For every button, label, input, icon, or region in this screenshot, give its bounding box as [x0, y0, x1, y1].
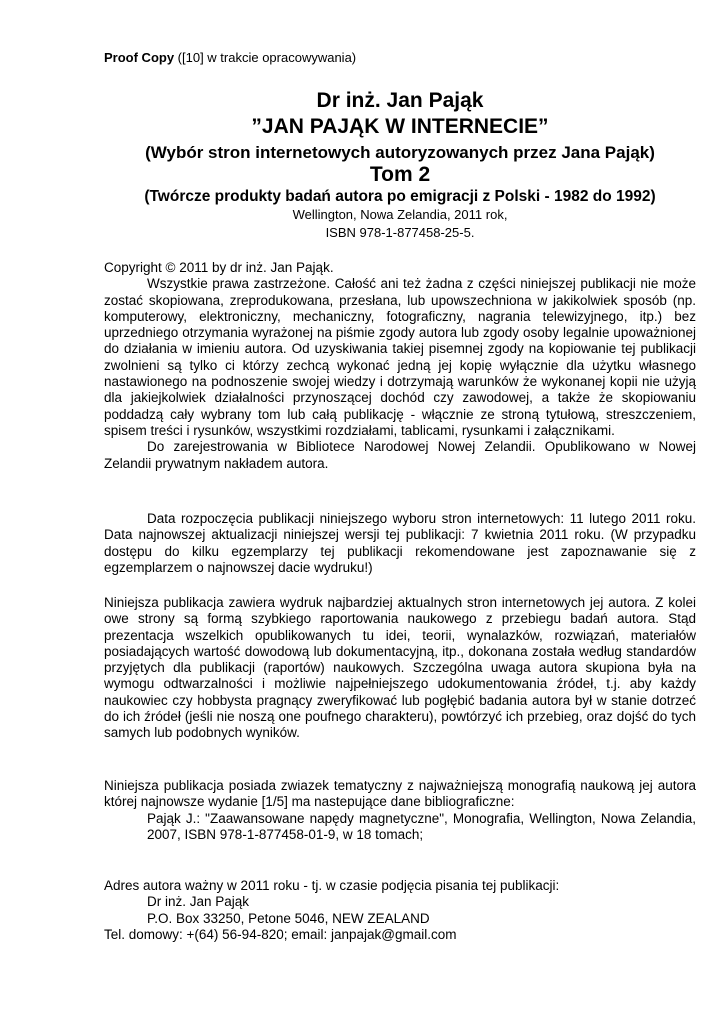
copyright-line: Copyright © 2011 by dr inż. Jan Pająk. [104, 260, 334, 275]
place-year: Wellington, Nowa Zelandia, 2011 rok, [292, 207, 508, 222]
isbn: ISBN 978-1-877458-25-5. [325, 225, 475, 240]
proof-copy-header [104, 50, 356, 66]
registration-paragraph: Do zarejestrowania w Bibliotece Narodowej Nowej Zelandii. Opublikowano w Nowej Zelandii prywatnym nakładem autora. [104, 439, 696, 471]
copyright-section [104, 260, 696, 472]
address-contact: Tel. domowy: +(64) 56-94-820; email: janpajak@gmail.com [104, 926, 457, 942]
dates-paragraph: Data rozpoczęcia publikacji niniejszego wyboru stron internetowych: 11 lutego 2011 roku. Data najnowszej aktualizacji niniejszej wersji tej publikacji: 7 kwietnia 2011 roku. (W przypadku dostępu do kilku egzemplarzy tej publikacji rekomendowane jest zapoznawanie się z egzemplarzem o najnowszej dacie wydruku!) [104, 511, 696, 575]
monograph-reference: Pająk J.: "Zaawansowane napędy magnetyczne", Monografia, Wellington, Nowa Zelandia, 2007, ISBN 978-1-877458-01-9, w 18 tomach; [147, 810, 696, 842]
address-section [104, 878, 696, 943]
monograph-intro: Niniejsza publikacja posiada zwiazek tematyczny z najważniejszą monografią naukową jej autora której najnowsze wydanie [1/5] ma nastepujące dane bibliograficzne: [104, 778, 696, 810]
address-intro: Adres autora ważny w 2011 roku - tj. w czasie podjęcia pisania tej publikacji: [104, 878, 560, 893]
description-section [104, 595, 696, 742]
rights-paragraph: Wszystkie prawa zastrzeżone. Całość ani też żadna z części niniejszej publikacji nie może zostać skopiowana, zreprodukowana, przesłana, lub upowszechniona w jakikolwiek sposób (np. komputerowy, elektroniczny, mechaniczny, fotograficzny, nagrania telewizyjnego, itp.) bez uprzedniego otrzymania wyrażonej na piśmie zgody autora lub zgody osoby legalnie upoważnionej do działania w imieniu autora. Od uzyskiwania takiej pisemnej zgody na kopiowanie tej publikacji zwolnieni są tylko ci którzy zechcą wykonać jedną jej kopię wyłącznie dla użytku własnego nastawionego na podnoszenie swojej wiedzy i dotrzymają warunków że wykonanej kopii nie użyją dla jakiejkolwiek działalności przynoszącej dochód czy zawodowej, a także że skopiowaniu poddadzą cały wybrany tom lub całą publikację - włącznie ze stroną tytułową, streszczeniem, spisem treści i rysunków, wszystkimi rozdziałami, tablicami, rysunkami i załącznikami. [104, 276, 696, 438]
author-title: Dr inż. Jan Pająk [316, 89, 484, 112]
address-name: Dr inż. Jan Pająk [147, 894, 250, 910]
proof-copy-status: ([10] w trakcie opracowywania) [174, 50, 357, 65]
monograph-section [104, 778, 696, 843]
dates-section [104, 511, 696, 576]
main-title: ”JAN PAJĄK W INTERNECIE” [251, 115, 549, 138]
address-postal: P.O. Box 33250, Petone 5046, NEW ZEALAND [147, 910, 430, 926]
subtitle: (Wybór stron internetowych autoryzowanych przez Jana Pająk) [145, 143, 655, 162]
volume-title: Tom 2 [369, 163, 431, 186]
volume-subtitle: (Twórcze produkty badań autora po emigracji z Polski - 1982 do 1992) [144, 188, 656, 205]
description-paragraph: Niniejsza publikacja zawiera wydruk najbardziej aktualnych stron internetowych jej autora. Z kolei owe strony są formą szybkiego raportowania naukowego z przebiegu badań autora. Stąd prezentacja wszelkich opublikowanych tu idei, teorii, wynalazków, rozwiązań, materiałów posiadających wartość dowodową lub dokumentacyjną, itp., dokonana została według standardów przyjętych dla publikacji (raportów) naukowych. Szczególna uwaga autora skupiona była na wymogu odtwarzalności i możliwie najpełniejszego udokumentowania źródeł, t.j. aby każdy naukowiec czy hobbysta pragnący zweryfikować lub pogłębić badania autora był w stanie dotrzeć do ich źródeł (jeśli nie noszą one poufnego charakteru), powtórzyć ich przebieg, oraz dojść do tych samych lub podobnych wyników. [104, 595, 696, 741]
proof-copy-label: Proof Copy [104, 50, 175, 65]
